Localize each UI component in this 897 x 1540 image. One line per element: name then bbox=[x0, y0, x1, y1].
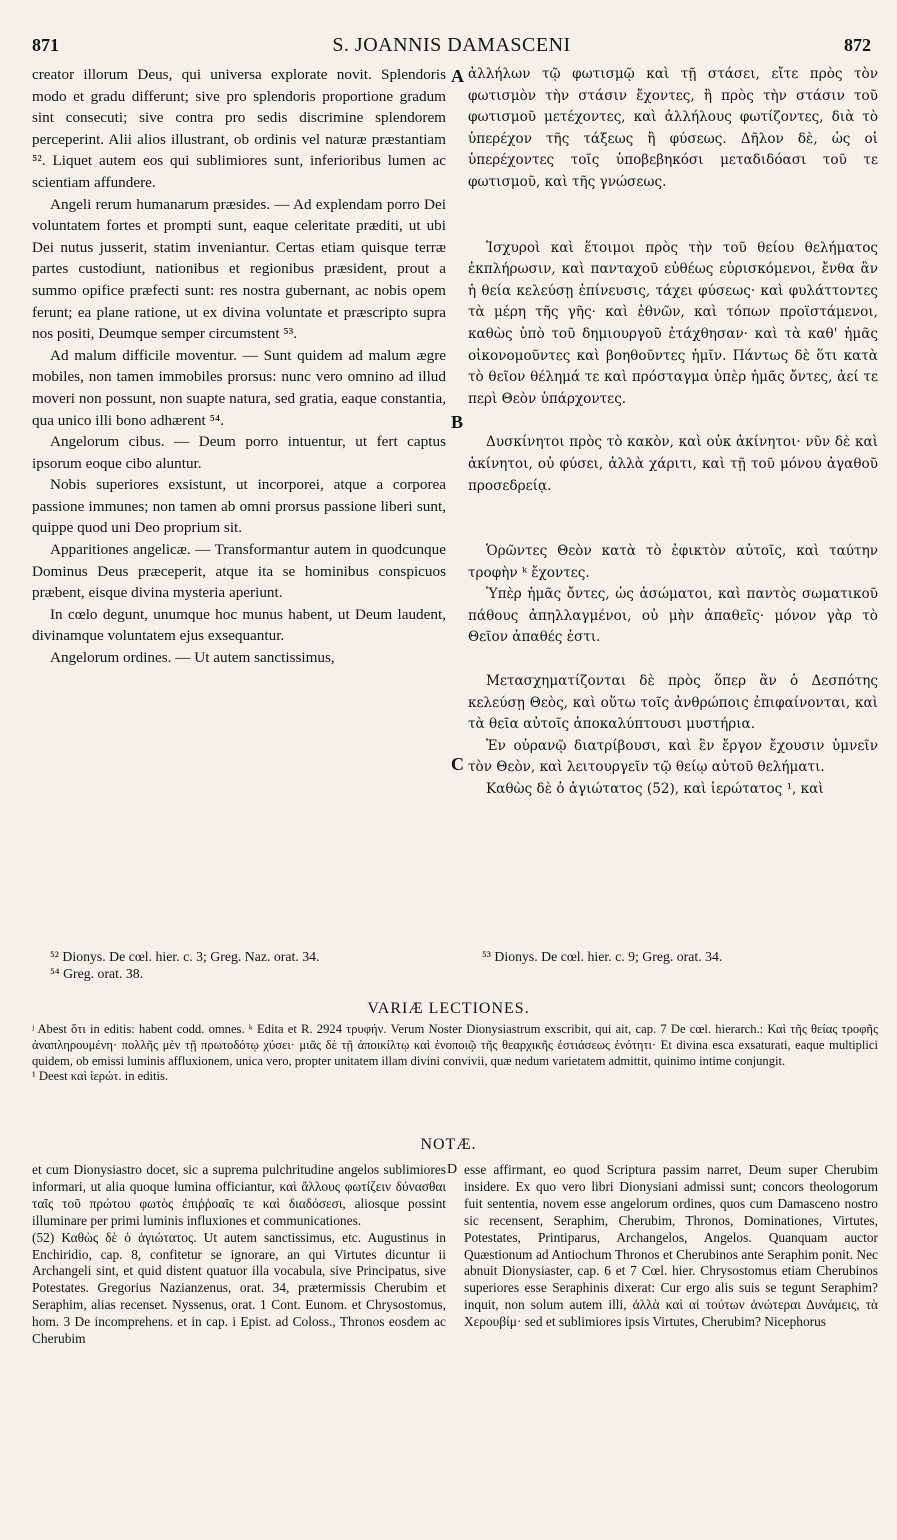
greek-paragraph: Μετασχηματίζονται δὲ πρὸς ὅπερ ἂν ὁ Δεσπότης κελεύσῃ Θεὸς, καὶ οὕτω τοῖς ἀνθρώποις ἐπιφαίνονται, καὶ τὰ θεῖα αὐτοῖς ἀποκαλύπτουσι μυστήρια. bbox=[468, 673, 878, 733]
latin-paragraph: Apparitiones angelicæ. — Transformantur autem in quodcunque Dominus Deus præceperit, atque ita se hominibus conspicuos præbent, eisque divina mysteria aperiunt. bbox=[32, 541, 446, 602]
footnote: ⁵² Dionys. De cœl. hier. c. 3; Greg. Naz. orat. 34. bbox=[50, 949, 320, 964]
greek-paragraph: Δυσκίνητοι πρὸς τὸ κακὸν, καὶ οὐκ ἀκίνητοι· νῦν δὲ καὶ ἀκίνητοι, οὐ φύσει, ἀλλὰ χάριτι, καὶ τῇ τοῦ μόνου ἀγαθοῦ προσεδρείᾳ. bbox=[468, 434, 878, 494]
footnote: ⁵³ Dionys. De cœl. hier. c. 9; Greg. orat. 34. bbox=[482, 949, 723, 964]
greek-paragraph: ἀλλήλων τῷ φωτισμῷ καὶ τῇ στάσει, εἴτε πρὸς τὸν φωτισμὸν τὴν στάσιν ἔχοντες, ἢ πρὸς τὴν στάσιν τοῦ φωτισμοῦ μετέχοντες, καὶ ἀλλήλους φωτίζοντες, διὰ τὸ ὑπερέχον τῆς τάξεως ἢ φύσεως. Δῆλον δὲ, ὡς οἱ ὑπερέχοντες τοῖς ὑποβεβηκόσι μεταδιδόασι τοῦ τε φωτισμοῦ, καὶ τῆς γνώσεως. bbox=[468, 66, 878, 190]
footnote: ⁵⁴ Greg. orat. 38. bbox=[50, 966, 144, 981]
latin-paragraph: In cœlo degunt, unumque hoc munus habent, ut Deum laudent, divinamque voluntatem ejus exsequantur. bbox=[32, 605, 446, 645]
right-page-number: 872 bbox=[843, 34, 871, 55]
running-title: S. JOANNIS DAMASCENI bbox=[332, 33, 571, 56]
latin-paragraph: Angelorum ordines. — Ut autem sanctissimus, bbox=[50, 649, 335, 667]
variae-lectiones-title: VARIÆ LECTIONES. bbox=[367, 1000, 530, 1017]
greek-paragraph: Ὑπὲρ ἡμᾶς ὄντες, ὡς ἀσώματοι, καὶ παντὸς σωματικοῦ πάθους ἀπηλλαγμένοι, οὐ μὴν ἀπαθεῖς· μόνον γὰρ τὸ Θεῖον ἀπαθές ἐστι. bbox=[468, 586, 878, 646]
note-text: et cum Dionysiastro docet, sic a suprema pulchritudine angelos sublimiores informari, ut alia quoque lumina officiantur, καὶ ἄλλους φωτίζειν δύνασθαι ταῖς τοῦ πρώτου φωτὸς ἐπιῤῥοαῖς τε καὶ διαδόσεσι, aliosque possint illuminare per primi luminis influxiones et communicationes. bbox=[32, 1162, 446, 1228]
margin-letter-b: B bbox=[451, 412, 464, 432]
greek-paragraph: Ὁρῶντες Θεὸν κατὰ τὸ ἐφικτὸν αὐτοῖς, καὶ ταύτην τροφὴν ᵏ ἔχοντες. bbox=[468, 543, 878, 581]
margin-letter-c: C bbox=[451, 754, 464, 774]
left-page-number: 871 bbox=[32, 34, 59, 55]
note-text: (52) Καθὼς δὲ ὁ ἁγιώτατος. Ut autem sanctissimus, etc. Augustinus in Enchiridio, cap. 8, confitetur se ignorare, an qui Virtutes dicuntur ii Archangeli sint, et quid distent quatuor illa vocabula, sive Principatus, sive Potestates. Gregorius Nazianzenus, orat. 34, prætermissis Cherubim et Seraphim, alias recenset. Nyssenus, orat. 1 Cont. Eunom. et Chrysostomus, hom. 3 De incomprehens. et in cap. i Epist. ad Coloss., Thronos eosdem ac Cherubim bbox=[32, 1229, 446, 1347]
note-text: esse affirmant, eo quod Scriptura passim narret, Deum super Cherubim insidere. Ex quo vero libri Dionysiani admissi sunt; concors theologorum fuit sententia, novem esse angelorum ordines, quos cum Damasceno nostro sic recensent, Seraphim, Cherubim, Thronos, Dominationes, Virtutes, Potestates, Printiparus, Archangelos, Angelos. Quanquam auctor Quæstionum ad Antiochum Thronos et Cherubinos ante Seraphim ponit. Nec abnuit Dionysiaster, cap. 6 et 7 Cœl. hier. Chrysostomus etiam Cherubinos superiores esse Seraphinis dixerat: Cur ergo alis suis se tegunt Seraphim? inquit, non solum autem illi, ἀλλὰ καὶ αἱ τούτων ἀνώτεραι Δυνάμεις, τὰ Χερουβίμ· sed et sublimiores ipsis Virtutes, Cherubim? Nicephorus bbox=[464, 1162, 878, 1330]
footnotes-left bbox=[50, 948, 450, 982]
latin-column bbox=[32, 64, 446, 669]
greek-paragraph: Ἰσχυροὶ καὶ ἕτοιμοι πρὸς τὴν τοῦ θείου θελήματος ἐκπλήρωσιν, καὶ πανταχοῦ εὐθέως εὑρισκόμενοι, ἔνθα ἂν ἡ θεία κελεύσῃ ἐπίνευσις, τάχει φύσεως· καὶ φυλάττοντες τὰ μέρη τῆς γῆς· καὶ ἐθνῶν, καὶ τόπων προϊστάμενοι, καθὼς ὑπὸ τοῦ δημιουργοῦ ἐτάχθησαν· καὶ τὰ καθ' ἡμᾶς οἰκονομοῦντες καὶ βοηθοῦντες ἡμῖν. Πάντως δὲ ὅτι κατὰ τὸ θεῖον θέλημά τε καὶ πρόσταγμα ὑπὲρ ἡμᾶς ὄντες, ἀεί τε περὶ Θεὸν ὑπάρχοντες. bbox=[468, 239, 878, 407]
variant-reading: ¹ Deest καὶ ἱερώτ. in editis. bbox=[32, 1069, 169, 1084]
latin-paragraph: Ad malum difficile moventur. — Sunt quidem ad malum ægre mobiles, non tamen immobiles prorsus: nunc vero omnino ad illud moveri non possunt, non suapte natura, sed gratia, eaque constantia, qua unico illi bono adhærent ⁵⁴. bbox=[32, 346, 446, 429]
latin-paragraph: Angeli rerum humanarum præsides. — Ad explendam porro Dei voluntatem fortes et prompti sunt, eaque celeritate præditi, ut ubi Dei nutus jusserit, statim inveniantur. Certas etiam quisque terræ partes custodiunt, nationibus et regionibus præsident, prout a summo opifice præfecti sunt: res nostra gubernant, ac nobis opem ferunt; ea plane ratione, ut ex divina voluntate et præscripto supra nos positi, Deumque semper circumstent ⁵³. bbox=[32, 195, 446, 343]
footnotes-right bbox=[482, 948, 878, 965]
notae-title: NOTÆ. bbox=[420, 1136, 477, 1153]
latin-paragraph: Nobis superiores exsistunt, ut incorporei, atque a corporea passione immunes; non tamen ab omni prorsus passione liberi sunt, quippe quod uni Deo proprium sit. bbox=[32, 476, 446, 537]
page-header bbox=[32, 30, 871, 60]
latin-paragraph: Angelorum cibus. — Deum porro intuentur, ut fert captus ipsorum eoque cibo aluntur. bbox=[32, 433, 446, 472]
margin-letter-a: A bbox=[451, 66, 464, 86]
notae-left-column bbox=[32, 1162, 446, 1348]
greek-column bbox=[468, 64, 878, 801]
variae-lectiones bbox=[32, 1022, 878, 1085]
variant-reading: ʲ Abest ὅτι in editis: habent codd. omnes. ᵏ Edita et R. 2924 τρυφήν. Verum Noster Dionysiastrum exscribit, qui ait, cap. 7 De cœl. hierarch.: Καὶ τῆς θείας τροφῆς ἀναπληρουμένη· πολλῆς μὲν τῇ πρωτοδότῳ χύσει· μιᾶς δὲ τῇ ἀποικίλτῳ καὶ ἑνοποιῷ τῆς θεαρχικῆς ἑστιάσεως ἑνότητι· Et divina esca exsaturati, eaque multiplici quidem, ob emissi luminis affluxionem, unica vero, propter unitatem illam divini convivii, quæ nedum varietatem admittit, quinimo intime conjungit. bbox=[32, 1022, 878, 1068]
greek-paragraph: Ἐν οὐρανῷ διατρίβουσι, καὶ ἓν ἔργον ἔχουσιν ὑμνεῖν τὸν Θεὸν, καὶ λειτουργεῖν τῷ θείῳ αὐτοῦ θελήματι. bbox=[468, 737, 878, 776]
latin-paragraph: creator illorum Deus, qui universa explorate novit. Splendoris modo et gradu differunt; sive pro splendoris proportione gradum sint consecuti; sive contra pro sedis discrimine splendorem perceperint. Alii alios illustrant, ob ordinis vel naturæ præstantiam ⁵². Liquet autem eos qui sublimiores sunt, inferioribus lumen ac scientiam affundere. bbox=[32, 66, 446, 191]
notae-right-column bbox=[464, 1162, 878, 1331]
greek-paragraph: Καθὼς δὲ ὁ ἁγιώτατος (52), καὶ ἱερώτατος ¹, καὶ bbox=[486, 781, 824, 798]
margin-letter-d: D bbox=[447, 1162, 458, 1177]
